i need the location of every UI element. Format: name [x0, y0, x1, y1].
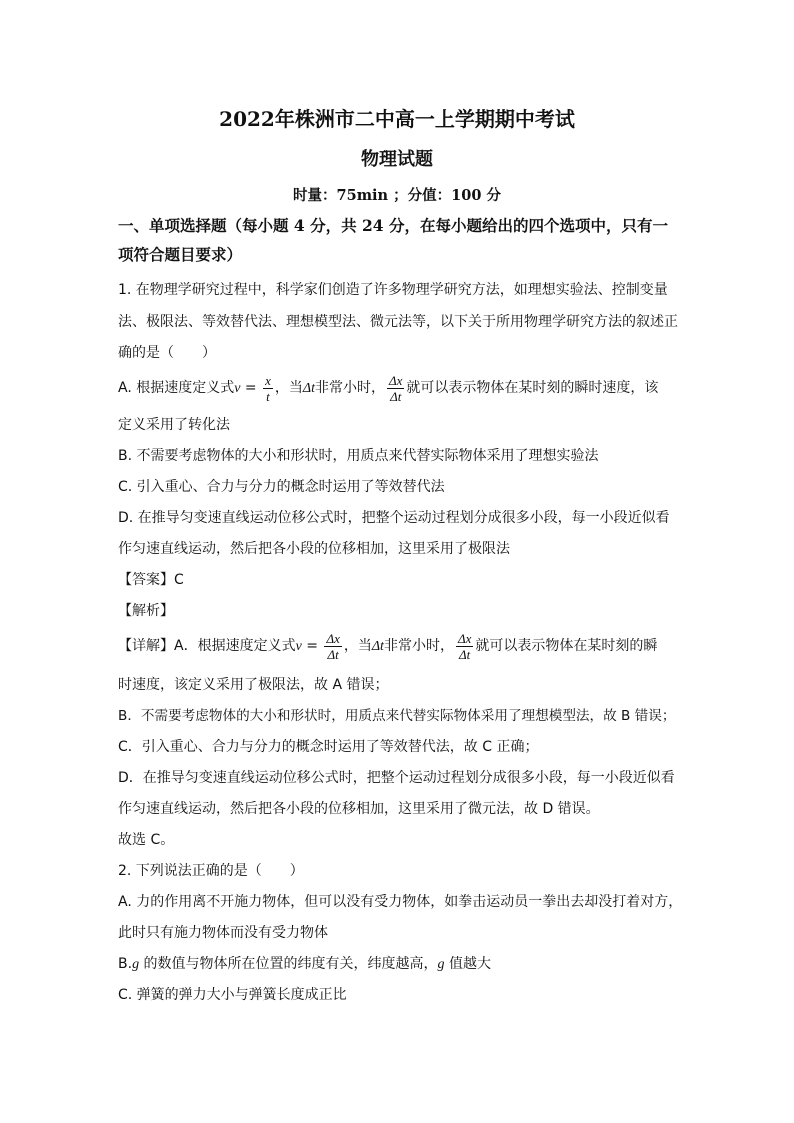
fraction-numerator: Δx [326, 630, 340, 646]
q1-option-a-mid: ，当 [274, 380, 303, 396]
fraction-numerator: Δx [388, 372, 403, 388]
q1-analysis-label: 【解析】 [118, 603, 174, 619]
q1-explanation-mid2: 非常小时， [383, 638, 454, 654]
fraction-numerator: Δx [457, 630, 472, 646]
q1-stem-line2: 法、极限法、等效替代法、理想模型法、微元法等，以下关于所用物理学研究方法的叙述正 [118, 314, 678, 330]
q1-explanation-prefix: 【详解】A．根据速度定义式 [118, 638, 296, 654]
q1-explanation-line1 [118, 626, 657, 666]
q1-stem-line1: 1. 在物理学研究过程中，科学家们创造了许多物理学研究方法，如理想实验法、控制变量 [118, 282, 668, 298]
q1-explanation-line3: B．不需要考虑物体的大小和形状时，用质点来代替实际物体采用了理想模型法，故 B 错误； [118, 708, 676, 724]
q2-option-a-line1: A. 力的作用离不开施力物体，但可以没有受力物体，如拳击运动员一拳出去却没打着对方， [118, 894, 683, 910]
velocity-symbol: v [234, 381, 241, 396]
gravity-symbol: g [437, 957, 445, 972]
section-heading-line1: 一、单项选择题（每小题 4 分，共 24 分，在每小题给出的四个选项中，只有一 [118, 216, 668, 235]
q1-explanation-line7: 故选 C。 [118, 832, 175, 848]
q1-option-a-suffix: 就可以表示物体在某时刻的瞬时速度，该 [406, 380, 659, 396]
q2-stem: 2. 下列说法正确的是（ ） [118, 863, 304, 879]
q1-option-a-prefix: A. 根据速度定义式 [118, 380, 235, 396]
q1-option-a-line1 [118, 368, 658, 408]
q1-option-a-mid2: 非常小时， [314, 380, 385, 396]
fraction-dx-over-dt [456, 631, 473, 662]
fraction-dx-over-dt [324, 631, 341, 662]
q1-option-b: B. 不需要考虑物体的大小和形状时，用质点来代替实际物体采用了理想实验法 [118, 448, 599, 464]
fraction-x-over-t [263, 373, 273, 404]
fraction-dx-over-dt [387, 373, 404, 404]
q1-explanation-line5: D．在推导匀变速直线运动位移公式时，把整个运动过程划分成很多小段，每一小段近似看 [118, 770, 675, 786]
q2-option-b-mid: 的数值与物体所在位置的纬度有关，纬度越高， [139, 956, 438, 972]
delta-t-symbol: Δt [302, 381, 315, 396]
q1-answer: 【答案】C [118, 572, 184, 588]
section-heading-line2: 项符合题目要求） [118, 245, 243, 264]
velocity-symbol: v [295, 639, 302, 654]
q2-option-c: C. 弹簧的弹力大小与弹簧长度成正比 [118, 987, 347, 1003]
fraction-denominator: Δt [390, 388, 402, 404]
q1-explanation-suffix: 就可以表示物体在某时刻的瞬 [475, 638, 658, 654]
exam-meta: 时量：75min ；分值：100 分 [293, 187, 501, 204]
equals-sign: = [240, 380, 262, 396]
q2-option-b [118, 954, 491, 975]
exam-title: 2022年株洲市二中高一上学期期中考试 [219, 107, 575, 131]
delta-t-symbol: Δt [371, 639, 384, 654]
fraction-denominator: t [266, 388, 270, 404]
q1-explanation-line6: 作匀速直线运动，然后把各小段的位移相加，这里采用了微元法，故 D 错误。 [118, 801, 600, 817]
q1-stem-line3: 确的是（ ） [118, 345, 216, 361]
fraction-denominator: Δt [459, 646, 471, 662]
q1-option-c: C. 引入重心、合力与分力的概念时运用了等效替代法 [118, 479, 445, 495]
q2-option-b-suffix: 值越大 [444, 956, 491, 972]
q1-explanation-mid: ，当 [343, 638, 372, 654]
q1-explanation-line4: C．引入重心、合力与分力的概念时运用了等效替代法，故 C 正确； [118, 739, 539, 755]
q2-option-b-prefix: B. [118, 956, 133, 972]
q1-option-d-line2: 作匀速直线运动，然后把各小段的位移相加，这里采用了极限法 [118, 541, 510, 557]
q1-option-a-line2: 定义采用了转化法 [118, 417, 230, 433]
subject-title: 物理试题 [361, 149, 433, 170]
q2-option-a-line2: 此时只有施力物体而没有受力物体 [118, 925, 328, 941]
q1-explanation-line2: 时速度，该定义采用了极限法，故 A 错误； [118, 677, 389, 693]
q1-option-d-line1: D. 在推导匀变速直线运动位移公式时，把整个运动过程划分成很多小段，每一小段近似看 [118, 510, 670, 526]
equals-sign: = [301, 638, 323, 654]
fraction-numerator: x [265, 372, 271, 388]
gravity-symbol: g [132, 957, 140, 972]
fraction-denominator: Δt [327, 646, 339, 662]
